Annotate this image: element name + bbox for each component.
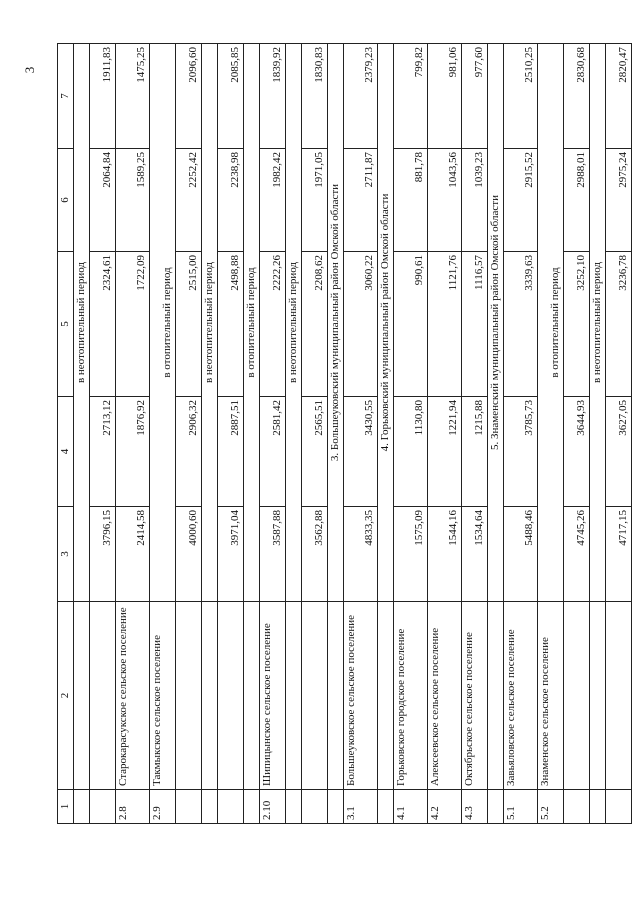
settlement-name	[564, 602, 590, 790]
settlement-name: Знаменское сельское поселение	[538, 602, 564, 790]
period-row	[286, 44, 302, 824]
value-cell: 977,60	[462, 44, 488, 149]
value-cell: 2975,24	[606, 149, 632, 252]
period-label: в неотопительный период	[202, 44, 218, 602]
header-row	[58, 44, 74, 824]
value-cell: 1971,05	[302, 149, 328, 252]
period-label: в неотопительный период	[74, 44, 90, 602]
value-cell: 3339,63	[504, 252, 538, 397]
value-cell: 1534,64	[462, 507, 488, 602]
value-cell: 2830,68	[564, 44, 590, 149]
value-cell: 2711,87	[344, 149, 378, 252]
period-row	[202, 44, 218, 824]
period-label: в неотопительный период	[286, 44, 302, 602]
value-cell: 4000,60	[176, 507, 202, 602]
value-cell: 2565,51	[302, 397, 328, 507]
period-row	[74, 44, 90, 824]
settlement-name	[176, 602, 202, 790]
section-title: 3. Большеуковский муниципальный район Омской области	[328, 44, 344, 602]
row-number	[564, 790, 590, 824]
value-cell: 1043,56	[428, 149, 462, 252]
value-cell: 4745,26	[564, 507, 590, 602]
value-cell: 3785,73	[504, 397, 538, 507]
table-row	[606, 44, 632, 824]
value-cell: 2820,47	[606, 44, 632, 149]
empty-cell	[286, 790, 302, 824]
value-cell: 2581,42	[260, 397, 286, 507]
period-label: в отопительный период	[150, 44, 176, 602]
empty-cell	[286, 602, 302, 790]
value-cell: 1475,25	[116, 44, 150, 149]
value-cell: 2713,12	[90, 397, 116, 507]
table-row	[150, 44, 176, 824]
table-row	[218, 44, 244, 824]
empty-cell	[328, 602, 344, 790]
value-cell: 4717,15	[606, 507, 632, 602]
value-cell: 2252,42	[176, 149, 202, 252]
row-number: 4.2	[428, 790, 462, 824]
value-cell: 3587,88	[260, 507, 286, 602]
row-number: 4.1	[394, 790, 428, 824]
empty-cell	[328, 790, 344, 824]
empty-cell	[202, 602, 218, 790]
table-row	[504, 44, 538, 824]
col-header: 3	[58, 507, 74, 602]
period-label: в отопительный период	[538, 44, 564, 602]
empty-cell	[590, 790, 606, 824]
value-cell: 5488,46	[504, 507, 538, 602]
value-cell: 1722,09	[116, 252, 150, 397]
period-row	[244, 44, 260, 824]
table-row	[90, 44, 116, 824]
col-header: 2	[58, 602, 74, 790]
value-cell: 4833,35	[344, 507, 378, 602]
empty-cell	[244, 790, 260, 824]
col-header: 1	[58, 790, 74, 824]
value-cell: 2515,00	[176, 252, 202, 397]
empty-cell	[378, 790, 394, 824]
empty-cell	[202, 790, 218, 824]
empty-cell	[378, 602, 394, 790]
settlement-name: Алексеевское сельское поселение	[428, 602, 462, 790]
settlement-name	[606, 602, 632, 790]
row-number	[176, 790, 202, 824]
value-cell: 2324,61	[90, 252, 116, 397]
empty-cell	[244, 602, 260, 790]
settlement-name: Шипицынское сельское поселение	[260, 602, 286, 790]
table-row	[428, 44, 462, 824]
value-cell: 2222,26	[260, 252, 286, 397]
settlement-name: Завьяловское сельское поселение	[504, 602, 538, 790]
settlement-name: Большеуковское сельское поселение	[344, 602, 378, 790]
table-row	[462, 44, 488, 824]
value-cell: 2414,58	[116, 507, 150, 602]
value-cell: 3796,15	[90, 507, 116, 602]
value-cell: 1575,09	[394, 507, 428, 602]
row-number	[302, 790, 328, 824]
empty-cell	[488, 790, 504, 824]
settlement-name: Старокарасукское сельское поселение	[116, 602, 150, 790]
table-row	[302, 44, 328, 824]
settlement-name	[218, 602, 244, 790]
col-header: 7	[58, 44, 74, 149]
value-cell: 2096,60	[176, 44, 202, 149]
value-cell: 1830,83	[302, 44, 328, 149]
period-label: в отопительный период	[244, 44, 260, 602]
rotated-table-area	[57, 44, 629, 824]
table-body	[58, 44, 632, 824]
value-cell: 2208,62	[302, 252, 328, 397]
value-cell: 3562,88	[302, 507, 328, 602]
section-row	[378, 44, 394, 824]
period-label: в неотопительный период	[590, 44, 606, 602]
empty-cell	[74, 602, 90, 790]
table-row	[260, 44, 286, 824]
settlement-name: Такмыкское сельское поселение	[150, 602, 176, 790]
value-cell: 2085,85	[218, 44, 244, 149]
page-number: 3	[22, 66, 37, 74]
value-cell: 2064,84	[90, 149, 116, 252]
col-header: 4	[58, 397, 74, 507]
row-number: 5.1	[504, 790, 538, 824]
value-cell: 1130,80	[394, 397, 428, 507]
value-cell: 1876,92	[116, 397, 150, 507]
value-cell: 2379,23	[344, 44, 378, 149]
row-number	[606, 790, 632, 824]
value-cell: 1039,23	[462, 149, 488, 252]
value-cell: 1544,16	[428, 507, 462, 602]
value-cell: 3971,04	[218, 507, 244, 602]
value-cell: 990,61	[394, 252, 428, 397]
table-row	[344, 44, 378, 824]
value-cell: 1589,25	[116, 149, 150, 252]
tariff-table	[57, 43, 632, 824]
row-number: 2.10	[260, 790, 286, 824]
row-number: 5.2	[538, 790, 564, 824]
value-cell: 799,82	[394, 44, 428, 149]
value-cell: 2238,98	[218, 149, 244, 252]
row-number: 4.3	[462, 790, 488, 824]
section-title: 5. Знаменский муниципальный район Омской области	[488, 44, 504, 602]
value-cell: 2915,52	[504, 149, 538, 252]
value-cell: 1982,42	[260, 149, 286, 252]
value-cell: 981,06	[428, 44, 462, 149]
value-cell: 1116,57	[462, 252, 488, 397]
value-cell: 1221,94	[428, 397, 462, 507]
value-cell: 1839,92	[260, 44, 286, 149]
value-cell: 1911,83	[90, 44, 116, 149]
settlement-name	[90, 602, 116, 790]
section-row	[328, 44, 344, 824]
value-cell: 2988,01	[564, 149, 590, 252]
value-cell: 3627,05	[606, 397, 632, 507]
row-number: 3.1	[344, 790, 378, 824]
empty-cell	[74, 790, 90, 824]
section-title: 4. Горьковский муниципальный район Омской области	[378, 44, 394, 602]
value-cell: 1215,88	[462, 397, 488, 507]
value-cell: 1121,76	[428, 252, 462, 397]
value-cell: 3060,22	[344, 252, 378, 397]
table-row	[538, 44, 564, 824]
value-cell: 3644,93	[564, 397, 590, 507]
settlement-name: Горьковское городское поселение	[394, 602, 428, 790]
value-cell: 2906,32	[176, 397, 202, 507]
settlement-name: Октябрьское сельское поселение	[462, 602, 488, 790]
table-row	[116, 44, 150, 824]
settlement-name	[302, 602, 328, 790]
value-cell: 3430,55	[344, 397, 378, 507]
row-number: 2.8	[116, 790, 150, 824]
row-number	[90, 790, 116, 824]
empty-cell	[590, 602, 606, 790]
table-row	[564, 44, 590, 824]
table-row	[176, 44, 202, 824]
value-cell: 2887,51	[218, 397, 244, 507]
row-number: 2.9	[150, 790, 176, 824]
value-cell: 3252,10	[564, 252, 590, 397]
section-row	[488, 44, 504, 824]
value-cell: 3236,78	[606, 252, 632, 397]
value-cell: 2498,88	[218, 252, 244, 397]
table-row	[394, 44, 428, 824]
empty-cell	[488, 602, 504, 790]
value-cell: 881,78	[394, 149, 428, 252]
col-header: 6	[58, 149, 74, 252]
value-cell: 2510,25	[504, 44, 538, 149]
row-number	[218, 790, 244, 824]
col-header: 5	[58, 252, 74, 397]
period-row	[590, 44, 606, 824]
